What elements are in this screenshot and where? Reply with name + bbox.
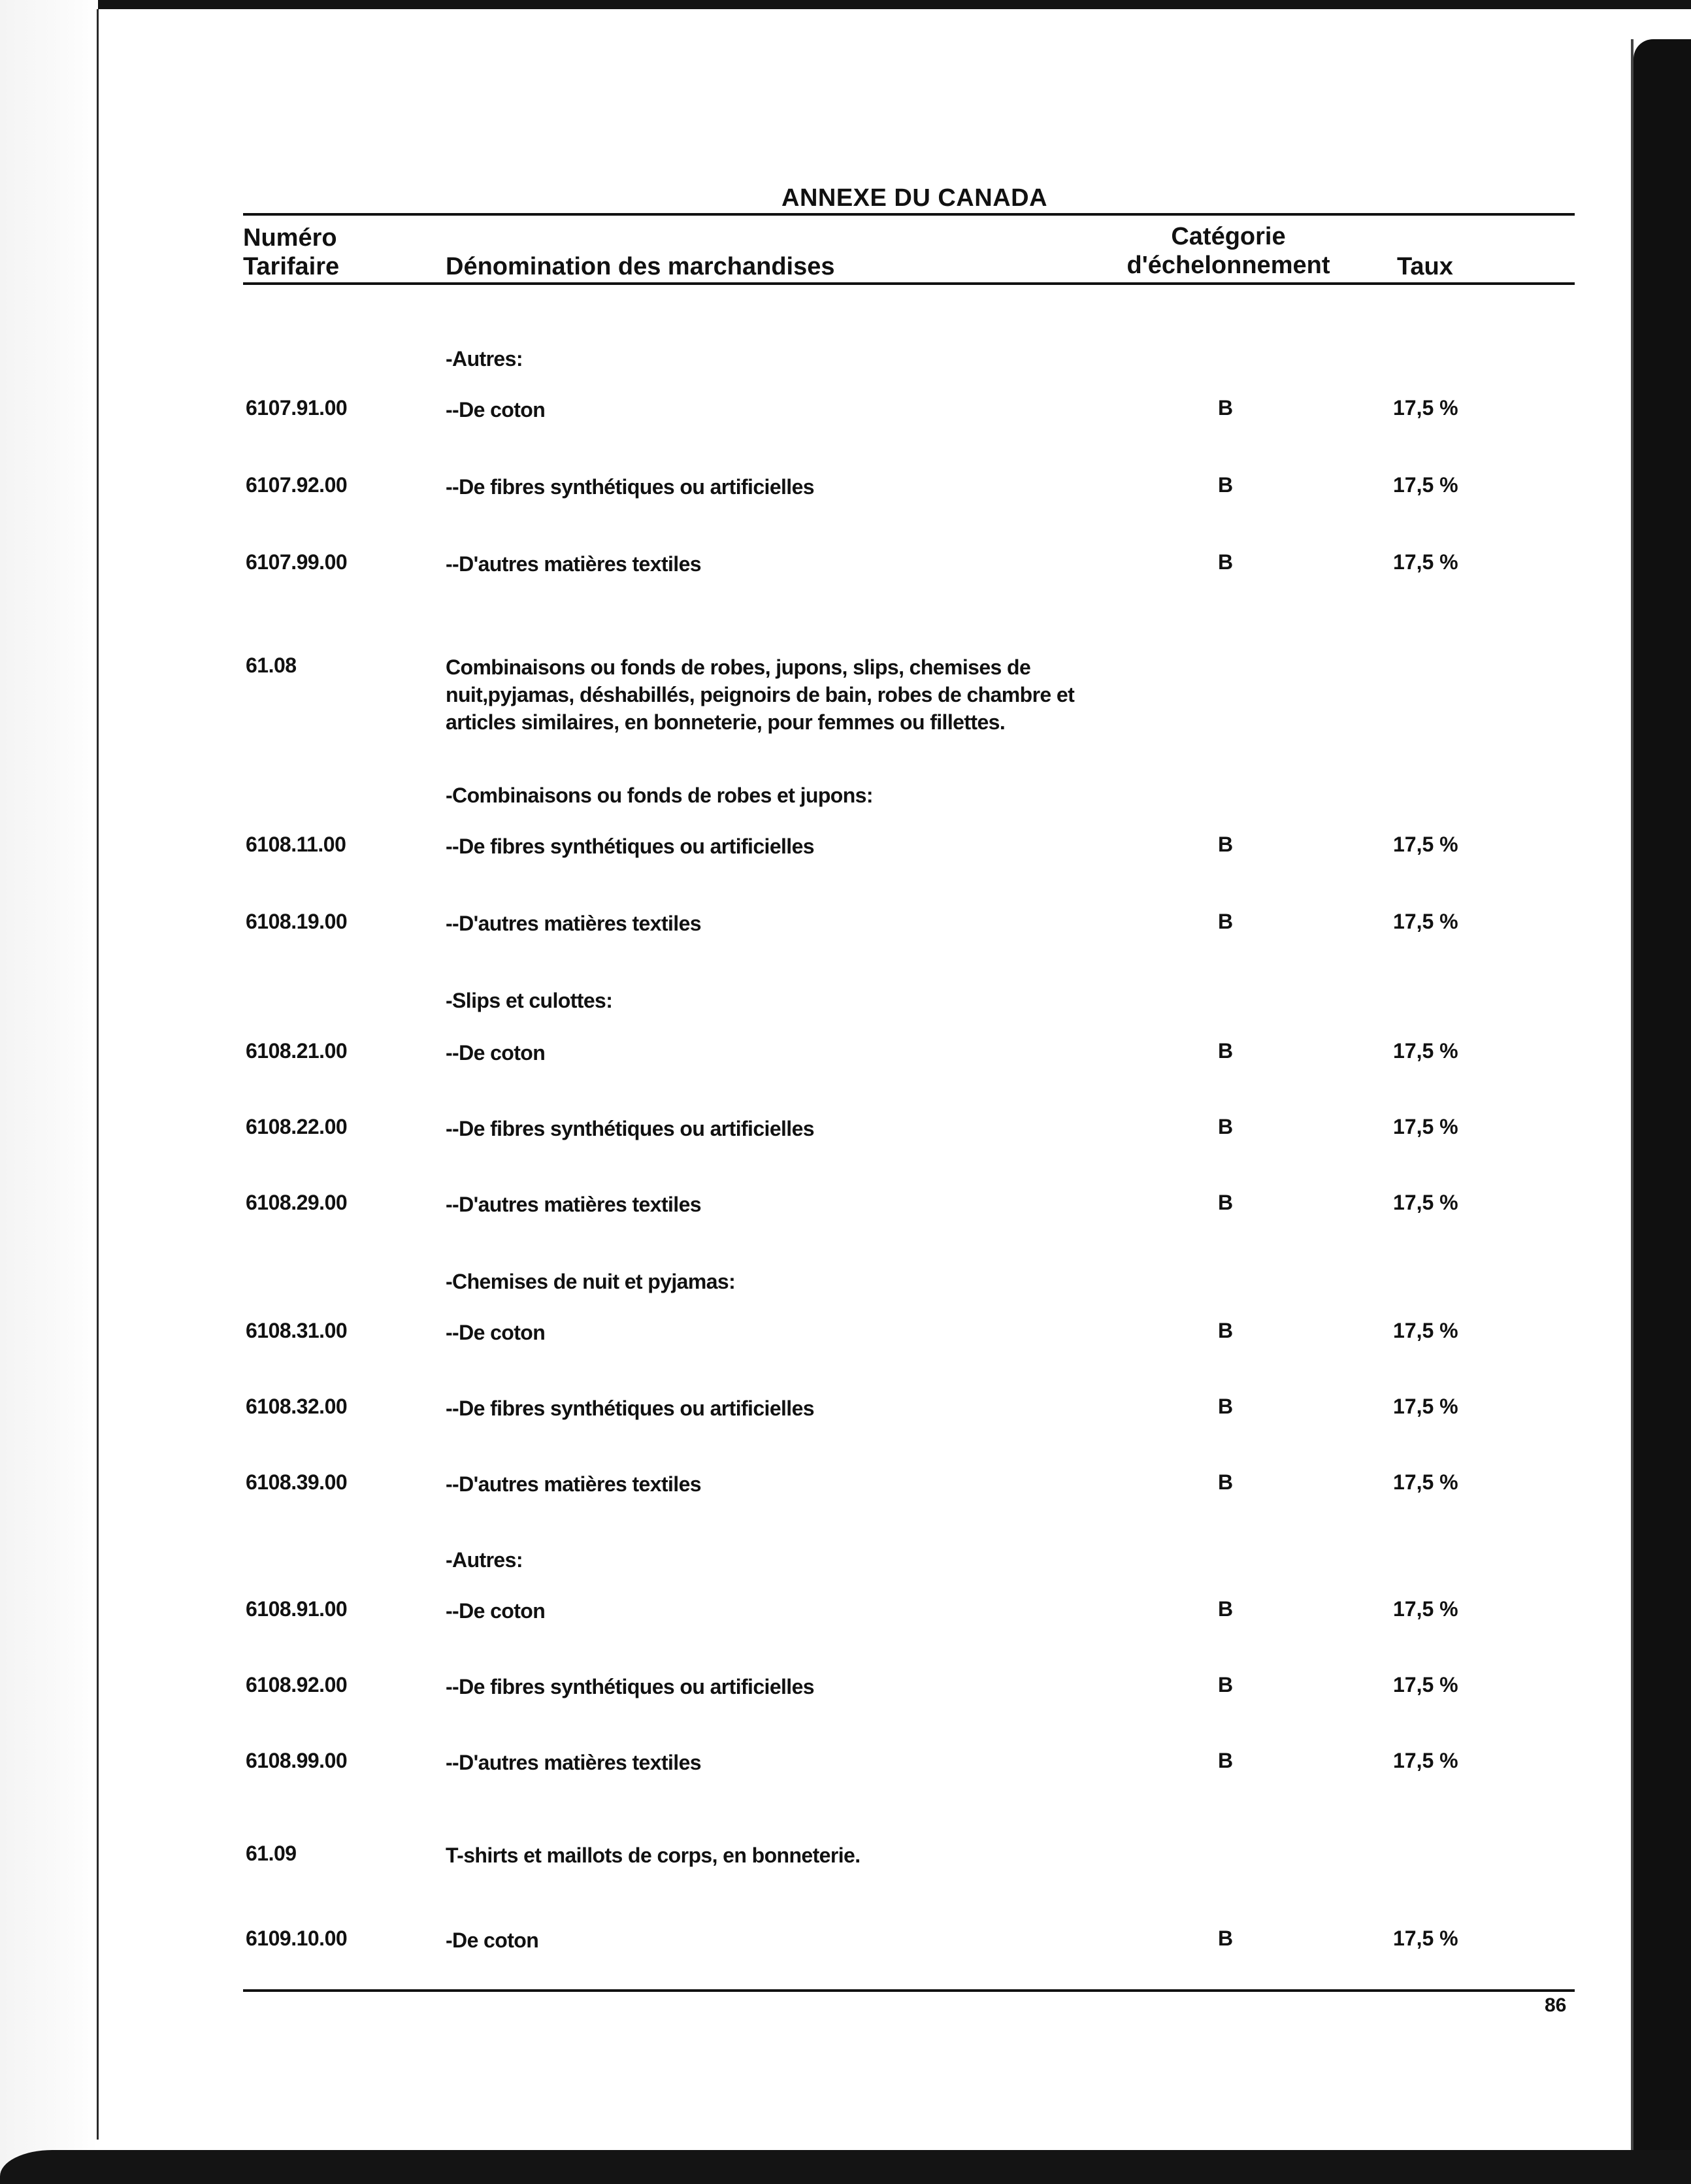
row-description: --De coton — [446, 1321, 546, 1344]
row-description: --De fibres synthétiques ou artificielles — [446, 475, 814, 499]
row-category: B — [1218, 910, 1234, 933]
row-rate: 17,5 % — [1393, 1191, 1458, 1214]
row-description: --D'autres matières textiles — [446, 1193, 701, 1216]
row-code: 6108.92.00 — [246, 1673, 348, 1696]
row-code: 6108.19.00 — [246, 910, 348, 933]
column-header-numero-line2: Tarifaire — [243, 253, 340, 280]
row-category: B — [1218, 1470, 1234, 1494]
row-code: 6107.99.00 — [246, 550, 348, 574]
row-description: --D'autres matières textiles — [446, 1472, 701, 1496]
row-description: -Autres: — [446, 347, 523, 371]
row-description: --De fibres synthétiques ou artificielles — [446, 1675, 814, 1698]
row-rate: 17,5 % — [1393, 1115, 1458, 1138]
row-rate: 17,5 % — [1393, 1039, 1458, 1063]
row-code: 6108.32.00 — [246, 1395, 348, 1418]
row-description: -Slips et culottes: — [446, 989, 613, 1012]
document-title: ANNEXE DU CANADA — [781, 184, 1048, 212]
row-description: T-shirts et maillots de corps, en bonneterie. — [446, 1844, 861, 1867]
row-description: --D'autres matières textiles — [446, 552, 701, 576]
row-rate: 17,5 % — [1393, 1597, 1458, 1621]
row-description: Combinaisons ou fonds de robes, jupons, slips, chemises de nuit,pyjamas, déshabillés, peignoirs de bain, robes de chambre et articles similaires, en bonneterie, pour femmes ou fillettes. — [446, 655, 1075, 734]
row-description: -Combinaisons ou fonds de robes et jupons: — [446, 784, 873, 807]
column-header-taux: Taux — [1397, 253, 1453, 280]
row-rate: 17,5 % — [1393, 1749, 1458, 1772]
row-category: B — [1218, 396, 1234, 420]
column-header-categorie-line1: Catégorie — [1171, 223, 1286, 250]
row-code: 61.09 — [246, 1842, 297, 1865]
row-category: B — [1218, 1395, 1234, 1418]
row-description: --D'autres matières textiles — [446, 1751, 701, 1774]
row-code: 6108.99.00 — [246, 1749, 348, 1772]
column-header-numero-line1: Numéro — [243, 224, 337, 252]
row-code: 6109.10.00 — [246, 1927, 348, 1950]
row-description: --D'autres matières textiles — [446, 912, 701, 935]
row-category: B — [1218, 1597, 1234, 1621]
row-rate: 17,5 % — [1393, 1927, 1458, 1950]
row-code: 6108.29.00 — [246, 1191, 348, 1214]
row-description: -Autres: — [446, 1548, 523, 1572]
row-code: 61.08 — [246, 654, 297, 677]
row-description: --De coton — [446, 1041, 546, 1065]
row-code: 6108.31.00 — [246, 1319, 348, 1342]
row-description: --De coton — [446, 1599, 546, 1623]
row-category: B — [1218, 1927, 1234, 1950]
row-code: 6107.91.00 — [246, 396, 348, 420]
row-code: 6108.91.00 — [246, 1597, 348, 1621]
row-category: B — [1218, 833, 1234, 856]
row-description: --De fibres synthétiques ou artificielles — [446, 835, 814, 858]
row-rate: 17,5 % — [1393, 473, 1458, 497]
row-description: --De fibres synthétiques ou artificielles — [446, 1397, 814, 1420]
row-category: B — [1218, 1749, 1234, 1772]
row-category: B — [1218, 473, 1234, 497]
footer-rule — [243, 1989, 1575, 1992]
column-header-denomination: Dénomination des marchandises — [446, 253, 835, 280]
column-header-categorie-line2: d'échelonnement — [1126, 252, 1330, 279]
row-rate: 17,5 % — [1393, 910, 1458, 933]
row-category: B — [1218, 1673, 1234, 1696]
row-code: 6108.22.00 — [246, 1115, 348, 1138]
row-category: B — [1218, 1039, 1234, 1063]
row-category: B — [1218, 550, 1234, 574]
row-description: --De coton — [446, 398, 546, 422]
row-rate: 17,5 % — [1393, 1319, 1458, 1342]
row-description: -De coton — [446, 1928, 539, 1952]
row-rate: 17,5 % — [1393, 1673, 1458, 1696]
row-code: 6108.21.00 — [246, 1039, 348, 1063]
row-category: B — [1218, 1191, 1234, 1214]
row-category: B — [1218, 1319, 1234, 1342]
row-rate: 17,5 % — [1393, 1395, 1458, 1418]
page-number: 86 — [1545, 1994, 1567, 2016]
row-category: B — [1218, 1115, 1234, 1138]
row-code: 6108.39.00 — [246, 1470, 348, 1494]
row-rate: 17,5 % — [1393, 550, 1458, 574]
row-description: -Chemises de nuit et pyjamas: — [446, 1270, 736, 1293]
row-rate: 17,5 % — [1393, 396, 1458, 420]
row-code: 6108.11.00 — [246, 833, 346, 856]
row-code: 6107.92.00 — [246, 473, 348, 497]
row-description: --De fibres synthétiques ou artificielles — [446, 1117, 814, 1140]
row-rate: 17,5 % — [1393, 1470, 1458, 1494]
row-rate: 17,5 % — [1393, 833, 1458, 856]
